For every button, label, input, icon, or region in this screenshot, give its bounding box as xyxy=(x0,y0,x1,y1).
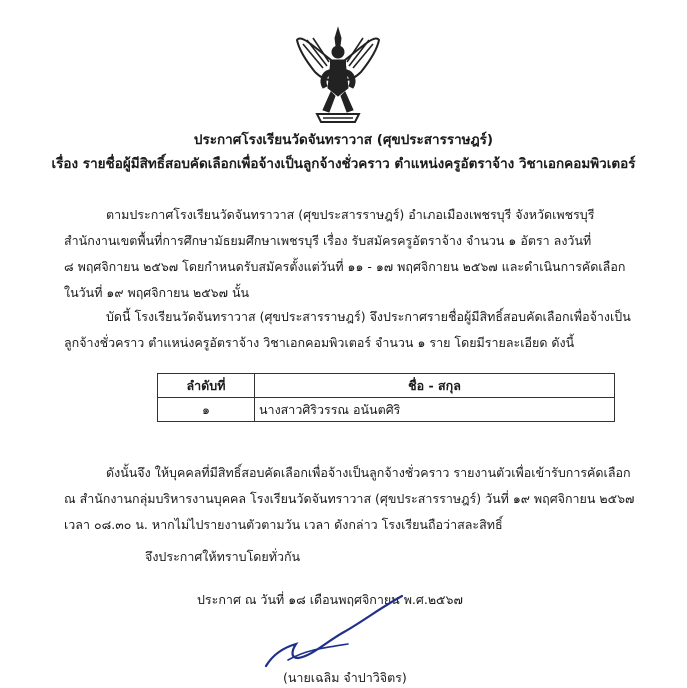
column-header-number: ลำดับที่ xyxy=(158,374,255,398)
signature-icon xyxy=(252,592,412,674)
cell-name: นางสาวศิริวรรณ อนันตศิริ xyxy=(255,398,615,422)
announcement-date: ประกาศ ณ วันที่ ๑๘ เดือนพฤศจิกายน พ.ศ.๒๕๖๗ xyxy=(197,592,463,607)
column-header-name: ชื่อ - สกุล xyxy=(255,374,615,398)
candidate-table xyxy=(157,373,615,422)
table-row xyxy=(158,398,615,422)
paragraph-line: ตามประกาศโรงเรียนวัดจันทราวาส (ศุขประสารราษฎร์) อำเภอเมืองเพชรบุรี จังหวัดเพชรบุรี xyxy=(106,207,595,222)
paragraph-line: ดังนั้นจึง ให้บุคคลที่มีสิทธิ์สอบคัดเลือกเพื่อจ้างเป็นลูกจ้างชั่วคราว รายงานตัวเพื่อเข้ารับการคัดเลือก xyxy=(106,465,631,480)
paragraph-line: บัดนี้ โรงเรียนวัดจันทราวาส (ศุขประสารราษฎร์) จึงประกาศรายชื่อผู้มีสิทธิ์สอบคัดเลือกเพื่อจ้างเป็น xyxy=(106,309,631,324)
paragraph-line: ในวันที่ ๑๙ พฤศจิกายน ๒๕๖๗ นั้น xyxy=(64,285,250,300)
garuda-emblem-icon xyxy=(293,26,383,126)
paragraph-line: ณ สำนักงานกลุ่มบริหารงานบุคคล โรงเรียนวัดจันทราวาส (ศุขประสารราษฎร์) วันที่ ๑๙ พฤศจิกายน ๒๕๖๗ xyxy=(64,491,635,506)
signer-name: (นายเฉลิม จำปาวิจิตร) xyxy=(283,670,407,685)
table-header-row xyxy=(158,374,615,398)
paragraph-line: เวลา ๐๘.๓๐ น. หากไม่ไปรายงานตัวตามวัน เวลา ดังกล่าว โรงเรียนถือว่าสละสิทธิ์ xyxy=(64,517,503,532)
cell-number: ๑ xyxy=(158,398,255,422)
subject-line: เรื่อง รายชื่อผู้มีสิทธิ์สอบคัดเลือกเพื่อจ้างเป็นลูกจ้างชั่วคราว ตำแหน่งครูอัตราจ้าง วิชาเอกคอมพิวเตอร์ xyxy=(51,156,636,172)
paragraph-line: ๘ พฤศจิกายน ๒๕๖๗ โดยกำหนดรับสมัครตั้งแต่วันที่ ๑๑ - ๑๗ พฤศจิกายน ๒๕๖๗ และดำเนินการคัดเลือก xyxy=(64,259,626,274)
paragraph-line: สำนักงานเขตพื้นที่การศึกษามัธยมศึกษาเพชรบุรี เรื่อง รับสมัครครูอัตราจ้าง จำนวน ๑ อัตรา ลงวันที่ xyxy=(64,233,592,248)
paragraph-line: ลูกจ้างชั่วคราว ตำแหน่งครูอัตราจ้าง วิชาเอกคอมพิวเตอร์ จำนวน ๑ ราย โดยมีรายละเอียด ดังนี้ xyxy=(64,335,575,350)
page-title: ประกาศโรงเรียนวัดจันทราวาส (ศุขประสารราษฎร์) xyxy=(193,132,494,148)
closing-line: จึงประกาศให้ทราบโดยทั่วกัน xyxy=(145,549,301,564)
